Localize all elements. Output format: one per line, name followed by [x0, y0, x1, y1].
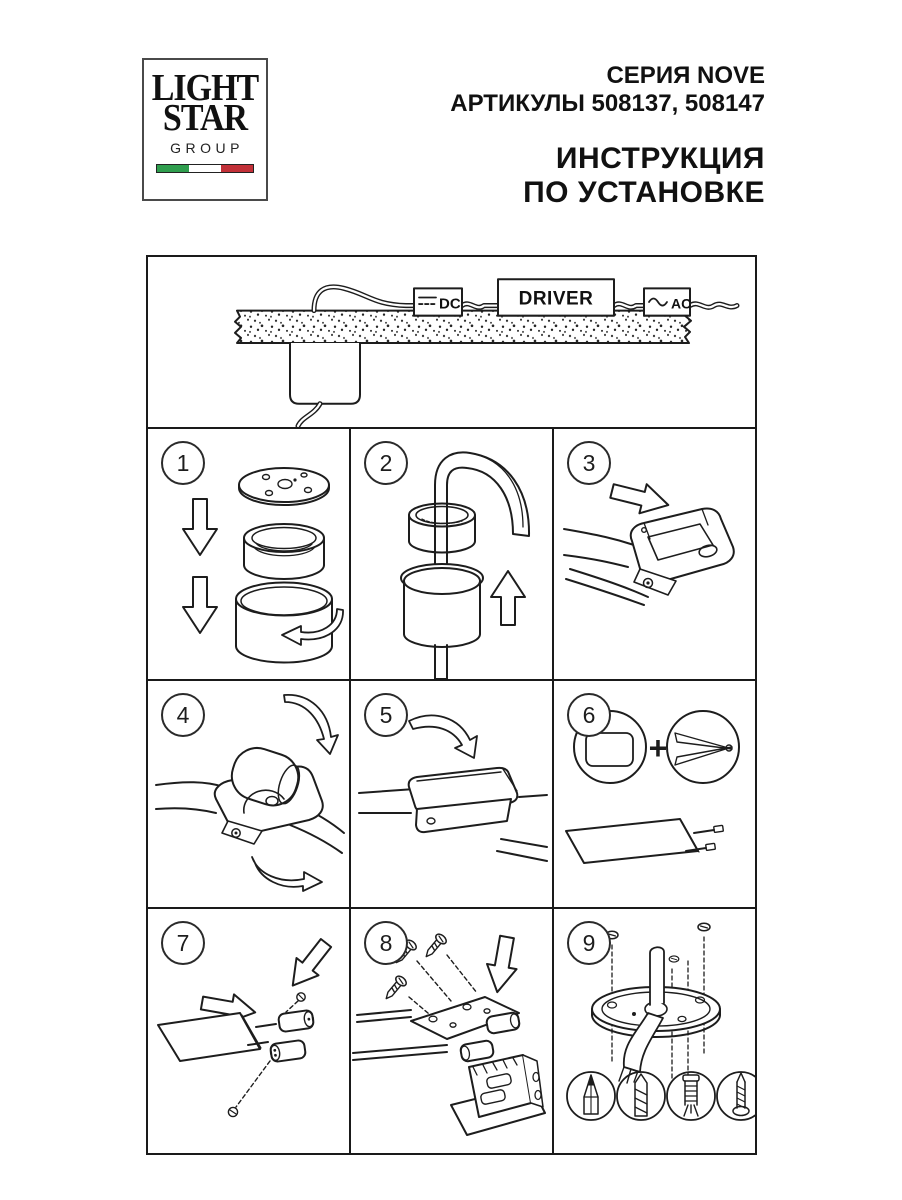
screw-icon [382, 974, 408, 1002]
wire-connector [460, 1040, 495, 1062]
steps-row-3 [148, 909, 755, 1153]
step-cell-4 [148, 681, 351, 907]
step-number-badge: 7 [161, 921, 205, 965]
rotate-arrow-icon [252, 857, 322, 891]
strap-buckle [631, 508, 734, 595]
logo-line-group: GROUP [170, 140, 244, 156]
fixture-body-cylinder [401, 564, 483, 647]
wall-anchor-icon [667, 1072, 715, 1120]
screw-icon [669, 956, 679, 962]
right-arrow-icon [608, 476, 672, 519]
steps-row-2 [148, 681, 755, 909]
recessed-cup [290, 343, 360, 404]
step-cell-9 [554, 909, 755, 1153]
down-arrow-icon [183, 499, 217, 555]
strap-lines [519, 795, 547, 797]
driver-label: DRIVER [518, 288, 594, 310]
fixture-ring [244, 524, 324, 579]
connector-bracket [451, 1055, 545, 1135]
step-cell-2 [351, 429, 554, 679]
strap-loose-end [566, 569, 648, 605]
wire-connector [269, 1040, 306, 1063]
strap-with-leads [158, 1013, 276, 1061]
screw-icon [228, 1107, 237, 1116]
instruction-title-line1: ИНСТРУКЦИЯ [555, 142, 765, 175]
down-arrow-icon [183, 577, 217, 633]
strap-lines [357, 1010, 411, 1022]
flag-red [221, 165, 253, 172]
ac-power-box [644, 288, 691, 315]
down-arrow-icon [483, 934, 522, 994]
screw-icon [698, 923, 710, 931]
flag-green [157, 165, 189, 172]
step-number-badge: 3 [567, 441, 611, 485]
rotate-arrow-icon [284, 695, 338, 754]
step-cell-5 [351, 681, 554, 907]
drill-bit-icon [617, 1072, 665, 1120]
strap-loose-end [497, 839, 547, 861]
step-number-badge: 9 [567, 921, 611, 965]
flag-white [189, 165, 221, 172]
header-titles [450, 62, 765, 210]
step-cell-8 [351, 909, 554, 1153]
dc-label: DC [439, 295, 461, 313]
logo-line-light: LIGHT [151, 67, 259, 110]
step-number-badge: 2 [364, 441, 408, 485]
wire-connector [278, 1010, 315, 1033]
logo-line-star: STAR [162, 97, 248, 140]
strap-lines [564, 529, 634, 567]
instruction-grid [146, 255, 757, 1155]
driver-box [498, 279, 614, 315]
step-cell-7 [148, 909, 351, 1153]
step-number-badge: 6 [567, 693, 611, 737]
step-cell-3 [554, 429, 755, 679]
fixture-body-cylinder [236, 583, 332, 663]
step-number-badge: 8 [364, 921, 408, 965]
screw-icon [297, 993, 305, 1001]
wiring-diagram-panel [148, 257, 755, 429]
screw-icon [422, 932, 448, 960]
screw-icon [717, 1072, 755, 1120]
lightstar-logo [142, 58, 268, 201]
ac-label: AC [671, 295, 692, 312]
instruction-title-line2: ПО УСТАНОВКЕ [523, 176, 765, 209]
step-number-badge: 4 [161, 693, 205, 737]
italian-flag-stripe [156, 164, 254, 173]
strap-with-leads [566, 819, 723, 863]
step-number-badge: 1 [161, 441, 205, 485]
strap-buckle [409, 768, 518, 832]
down-left-arrow-icon [282, 934, 337, 994]
scissors-icon [667, 711, 739, 783]
articles-title: АРТИКУЛЫ 508137, 508147 [450, 90, 765, 117]
steps-row-1 [148, 429, 755, 681]
wiring-diagram-illustration [148, 257, 755, 427]
step-cell-6 [554, 681, 755, 907]
plus-sign: + [648, 730, 668, 766]
step-number-badge: 5 [364, 693, 408, 737]
dc-converter-box [414, 288, 462, 315]
rotate-arrow-icon [409, 715, 477, 758]
step-cell-1 [148, 429, 351, 679]
fixture-top-cap [239, 468, 329, 505]
wire-lines [353, 1045, 447, 1060]
strap-lines [156, 782, 224, 813]
up-arrow-icon [491, 571, 525, 625]
pencil-icon [567, 1072, 615, 1120]
strap-lines [359, 789, 415, 813]
series-title: СЕРИЯ NOVE [606, 62, 765, 89]
